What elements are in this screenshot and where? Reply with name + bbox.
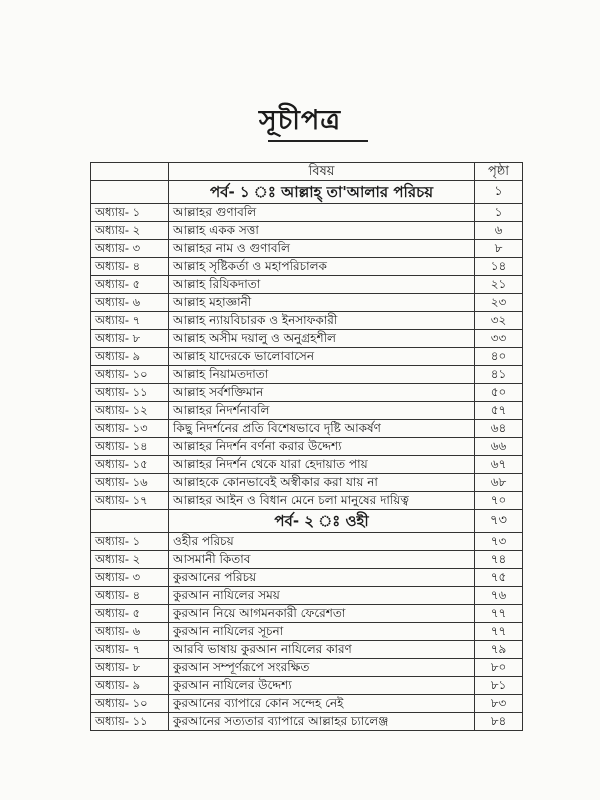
page-cell: ৭৭: [475, 623, 523, 641]
page-cell: ৭৬: [475, 587, 523, 605]
table-row: [91, 677, 523, 695]
topic-cell: আল্লাহ যাদেরকে ভালোবাসেন: [169, 348, 475, 366]
page-cell: ৩২: [475, 312, 523, 330]
chapter-cell: অধ্যায়- ৮: [91, 330, 169, 348]
chapter-cell: অধ্যায়- ১০: [91, 695, 169, 713]
topic-cell: কুরআনের পরিচয়: [169, 569, 475, 587]
topic-cell: কুরআনের সত্যতার ব্যাপারে আল্লাহর চ্যালেঞ্জ: [169, 713, 475, 731]
topic-cell: আল্লাহকে কোনভাবেই অস্বীকার করা যায় না: [169, 474, 475, 492]
table-row: [91, 438, 523, 456]
topic-cell: কুরআন নাযিলের উদ্দেশ্য: [169, 677, 475, 695]
topic-cell: কুরআন নাযিলের সূচনা: [169, 623, 475, 641]
table-row: [91, 366, 523, 384]
chapter-cell: অধ্যায়- ৯: [91, 348, 169, 366]
title-underline: [268, 140, 368, 142]
topic-cell: কুরআনের ব্যাপারে কোন সন্দেহ নেই: [169, 695, 475, 713]
chapter-cell: অধ্যায়- ২: [91, 551, 169, 569]
page-cell: ৩৩: [475, 330, 523, 348]
chapter-cell: অধ্যায়- ১০: [91, 366, 169, 384]
table-row: [91, 330, 523, 348]
table-row: [91, 587, 523, 605]
table-row: [91, 204, 523, 222]
contents-table: [90, 162, 523, 731]
chapter-cell: অধ্যায়- ৫: [91, 276, 169, 294]
part-blank-cell: [91, 510, 169, 533]
topic-cell: আল্লাহর গুণাবলি: [169, 204, 475, 222]
page-cell: ৮১: [475, 677, 523, 695]
topic-cell: কুরআন নাযিলের সময়: [169, 587, 475, 605]
page-cell: ৪০: [475, 348, 523, 366]
page-cell: ২১: [475, 276, 523, 294]
page-cell: ৫০: [475, 384, 523, 402]
chapter-cell: অধ্যায়- ১৪: [91, 438, 169, 456]
header-row: [91, 163, 523, 181]
topic-cell: আল্লাহ মহাজ্ঞানী: [169, 294, 475, 312]
chapter-cell: অধ্যায়- ৬: [91, 294, 169, 312]
topic-cell: আল্লাহর নিদর্শন থেকে যারা হেদায়াত পায়: [169, 456, 475, 474]
table-row: [91, 474, 523, 492]
table-row: [91, 659, 523, 677]
table-row: [91, 713, 523, 731]
table-row: [91, 551, 523, 569]
page-cell: ৬৮: [475, 474, 523, 492]
page-cell: ৬৬: [475, 438, 523, 456]
page-cell: ৭৪: [475, 551, 523, 569]
part-page: ৭৩: [475, 510, 523, 533]
chapter-cell: অধ্যায়- ৮: [91, 659, 169, 677]
topic-cell: কুরআন সম্পূর্ণরূপে সংরক্ষিত: [169, 659, 475, 677]
chapter-cell: অধ্যায়- ১২: [91, 402, 169, 420]
topic-cell: আরবি ভাষায় কুরআন নাযিলের কারণ: [169, 641, 475, 659]
chapter-cell: অধ্যায়- ৩: [91, 569, 169, 587]
chapter-cell: অধ্যায়- ১৬: [91, 474, 169, 492]
page-cell: ৮৪: [475, 713, 523, 731]
table-row: [91, 569, 523, 587]
table-row: [91, 222, 523, 240]
page-cell: ৭০: [475, 492, 523, 510]
topic-cell: আল্লাহ অসীম দয়ালু ও অনুগ্রহশীল: [169, 330, 475, 348]
table-row: [91, 240, 523, 258]
part-title: পর্ব- ২ ঃ ওহী: [169, 510, 475, 533]
chapter-cell: অধ্যায়- ১৫: [91, 456, 169, 474]
topic-cell: আল্লাহর নিদর্শনাবলি: [169, 402, 475, 420]
chapter-cell: অধ্যায়- ৫: [91, 605, 169, 623]
chapter-cell: অধ্যায়- ১: [91, 533, 169, 551]
table-row: [91, 312, 523, 330]
page-cell: ৭৫: [475, 569, 523, 587]
table-row: [91, 384, 523, 402]
chapter-cell: অধ্যায়- ৯: [91, 677, 169, 695]
table-row: [91, 258, 523, 276]
topic-cell: কুরআন নিয়ে আগমনকারী ফেরেশতা: [169, 605, 475, 623]
topic-cell: আল্লাহ সৃষ্টিকর্তা ও মহাপরিচালক: [169, 258, 475, 276]
table-row: [91, 695, 523, 713]
chapter-cell: অধ্যায়- ১১: [91, 713, 169, 731]
topic-cell: আল্লাহর নাম ও গুণাবলি: [169, 240, 475, 258]
page-cell: ১: [475, 204, 523, 222]
topic-cell: আল্লাহ সর্বশক্তিমান: [169, 384, 475, 402]
table-row: [91, 492, 523, 510]
table-row: [91, 294, 523, 312]
table-row: [91, 605, 523, 623]
page-cell: ৮: [475, 240, 523, 258]
table-row: [91, 276, 523, 294]
part-row: [91, 510, 523, 533]
chapter-cell: অধ্যায়- ৭: [91, 312, 169, 330]
chapter-cell: অধ্যায়- ২: [91, 222, 169, 240]
topic-cell: কিছু নিদর্শনের প্রতি বিশেষভাবে দৃষ্টি আকর্ষণ: [169, 420, 475, 438]
part-blank-cell: [91, 181, 169, 204]
page-cell: ৫৭: [475, 402, 523, 420]
chapter-cell: অধ্যায়- ৪: [91, 258, 169, 276]
page-cell: ৬: [475, 222, 523, 240]
topic-cell: আল্লাহ রিযিকদাতা: [169, 276, 475, 294]
part-page: ১: [475, 181, 523, 204]
page-cell: ৮০: [475, 659, 523, 677]
page-cell: ৬৭: [475, 456, 523, 474]
header-topic: বিষয়: [169, 163, 475, 181]
table-row: [91, 348, 523, 366]
topic-cell: আল্লাহ একক সত্তা: [169, 222, 475, 240]
contents-body: [91, 181, 523, 731]
part-title: পর্ব- ১ ঃ আল্লাহ্ তা'আলার পরিচয়: [169, 181, 475, 204]
topic-cell: আল্লাহর আইন ও বিধান মেনে চলা মানুষের দায়িত্ব: [169, 492, 475, 510]
chapter-cell: অধ্যায়- ৩: [91, 240, 169, 258]
page-cell: ৭৭: [475, 605, 523, 623]
page-title: সূচীপত্র: [258, 105, 342, 136]
chapter-cell: অধ্যায়- ১: [91, 204, 169, 222]
chapter-cell: অধ্যায়- ১৭: [91, 492, 169, 510]
page-cell: ৬৪: [475, 420, 523, 438]
chapter-cell: অধ্যায়- ৭: [91, 641, 169, 659]
chapter-cell: অধ্যায়- ৬: [91, 623, 169, 641]
table-row: [91, 420, 523, 438]
chapter-cell: অধ্যায়- ১১: [91, 384, 169, 402]
page-cell: ১৪: [475, 258, 523, 276]
page-cell: ৪১: [475, 366, 523, 384]
header-chapter-cell: [91, 163, 169, 181]
chapter-cell: অধ্যায়- ১৩: [91, 420, 169, 438]
page-cell: ৮৩: [475, 695, 523, 713]
header-page: পৃষ্ঠা: [475, 163, 523, 181]
table-row: [91, 456, 523, 474]
page-cell: ৭৩: [475, 533, 523, 551]
topic-cell: আল্লাহর নিদর্শন বর্ণনা করার উদ্দেশ্য: [169, 438, 475, 456]
table-row: [91, 623, 523, 641]
topic-cell: আল্লাহ ন্যায়বিচারক ও ইনসাফকারী: [169, 312, 475, 330]
table-row: [91, 533, 523, 551]
topic-cell: আল্লাহ নিয়ামতদাতা: [169, 366, 475, 384]
part-row: [91, 181, 523, 204]
page-cell: ২৩: [475, 294, 523, 312]
table-row: [91, 641, 523, 659]
page-cell: ৭৯: [475, 641, 523, 659]
topic-cell: ওহীর পরিচয়: [169, 533, 475, 551]
topic-cell: আসমানী কিতাব: [169, 551, 475, 569]
table-row: [91, 402, 523, 420]
chapter-cell: অধ্যায়- ৪: [91, 587, 169, 605]
